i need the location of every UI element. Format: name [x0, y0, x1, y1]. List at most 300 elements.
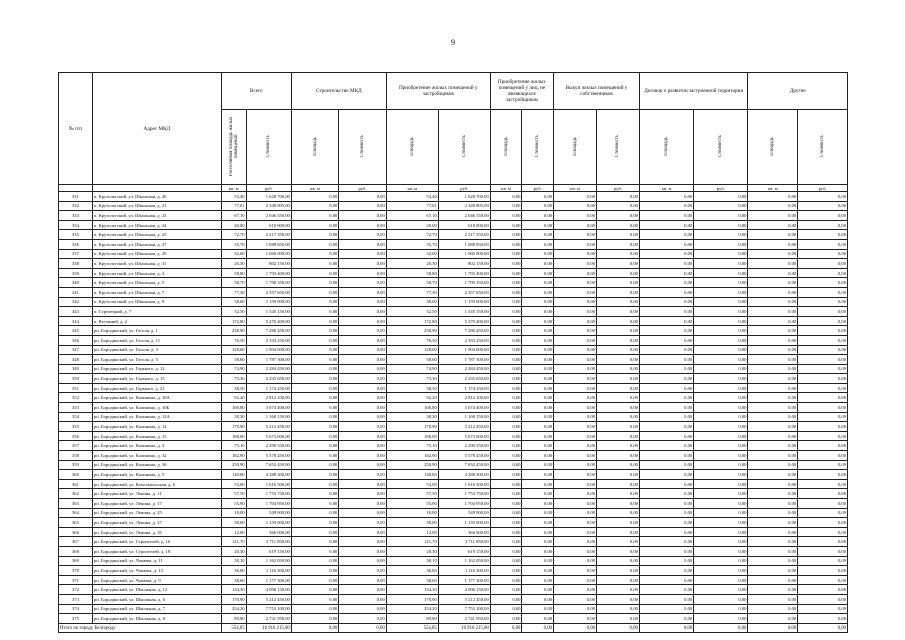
row-development-area: 0,00: [639, 412, 693, 422]
header-group-purchase-developer: Приобретение жилых помещений у застройщиков: [386, 73, 490, 110]
row-address: п. Крутологский, ул. Школьная, д. 4: [92, 268, 221, 278]
row-number: 349: [59, 364, 93, 374]
row-non-developer-area: 0,00: [490, 201, 522, 211]
total-other-cost: 0,00: [798, 623, 848, 633]
row-total-area: 182,90: [221, 451, 246, 461]
row-construction-area: 0,00: [291, 259, 338, 269]
row-construction-cost: 0,00: [339, 537, 386, 547]
table-row: [59, 566, 848, 576]
row-non-developer-area: 0,00: [490, 326, 522, 336]
row-number: 364: [59, 508, 93, 518]
row-address: рп. Бородинский, ул. Калинина, д. 3: [92, 441, 221, 451]
row-total-area: 38,10: [221, 556, 246, 566]
row-address: п. Крутологский, ул. Школьная, д. 21: [92, 201, 221, 211]
row-purchase-area: 38,00: [386, 518, 438, 528]
row-non-developer-area: 0,00: [490, 355, 522, 365]
row-total-area: 75,10: [221, 441, 246, 451]
row-construction-cost: 0,00: [339, 230, 386, 240]
row-non-developer-area: 0,00: [490, 307, 522, 317]
row-buyout-cost: 0,00: [597, 326, 640, 336]
row-other-cost: 0,00: [798, 499, 848, 509]
row-development-area: 0,00: [639, 585, 693, 595]
row-address: рп. Бородинский, ул. Школьная, д. 8: [92, 614, 221, 624]
row-total-area: 38,00: [221, 297, 246, 307]
row-buyout-cost: 0,00: [597, 556, 640, 566]
row-other-area: 0,00: [748, 614, 798, 624]
row-purchase-cost: 2 217 350,00: [438, 230, 490, 240]
row-construction-cost: 0,00: [339, 518, 386, 528]
row-non-developer-area: 0,00: [490, 220, 522, 230]
row-total-cost: 2 290 550,00: [246, 441, 291, 451]
subheader-area-label: Площадь: [664, 136, 670, 156]
row-non-developer-area: 0,00: [490, 297, 522, 307]
row-address: рп. Бородинский, ул. Калинина, д. 5: [92, 470, 221, 480]
row-development-area: 0,00: [639, 383, 693, 393]
row-total-area: 238,90: [221, 326, 246, 336]
row-buyout-area: 0,00: [554, 249, 597, 259]
row-other-area: 0,00: [748, 508, 798, 518]
row-buyout-cost: 0,00: [597, 585, 640, 595]
header-address: Адрес МКД: [92, 73, 221, 185]
row-construction-cost: 0,00: [339, 220, 386, 230]
row-total-cost: 802 150,00: [246, 259, 291, 269]
row-non-developer-area: 0,00: [490, 585, 522, 595]
table-row: [59, 355, 848, 365]
row-purchase-area: 72,70: [386, 230, 438, 240]
row-development-cost: 0,00: [694, 546, 748, 556]
row-number: 342: [59, 297, 93, 307]
row-other-cost: 0,00: [798, 374, 848, 384]
row-other-cost: 0,00: [798, 585, 848, 595]
row-total-cost: 4 096 150,00: [246, 585, 291, 595]
row-construction-cost: 0,00: [339, 614, 386, 624]
subheader-area-label: Площадь: [770, 136, 776, 156]
row-buyout-cost: 0,00: [597, 335, 640, 345]
row-buyout-cost: 0,00: [597, 278, 640, 288]
row-purchase-area: 100,80: [386, 403, 438, 413]
table-row: [59, 383, 848, 393]
row-construction-area: 0,00: [291, 230, 338, 240]
row-number: 335: [59, 230, 93, 240]
row-other-cost: 0,00: [798, 470, 848, 480]
row-development-cost: 0,00: [694, 383, 748, 393]
row-address: рп. Бородинский, ул. Калинина, д. 32: [92, 451, 221, 461]
row-number: 333: [59, 211, 93, 221]
unit-cost: руб.: [246, 185, 291, 192]
row-purchase-cost: 2 348 805,00: [438, 201, 490, 211]
row-other-cost: 0,00: [798, 220, 848, 230]
row-buyout-area: 0,00: [554, 307, 597, 317]
row-construction-cost: 0,00: [339, 383, 386, 393]
row-development-area: 0,00: [639, 614, 693, 624]
row-construction-cost: 0,00: [339, 211, 386, 221]
row-construction-cost: 0,00: [339, 287, 386, 297]
row-development-cost: 0,00: [694, 201, 748, 211]
subheader-cost-label: Стоимость: [266, 134, 272, 158]
row-address: рп. Бородинский, ул. Ленина, д. 27: [92, 518, 221, 528]
row-total-cost: 5 212 450,00: [246, 422, 291, 432]
row-purchase-cost: 1 159 000,00: [438, 518, 490, 528]
row-non-developer-cost: 0,00: [522, 556, 554, 566]
row-non-developer-cost: 0,00: [522, 412, 554, 422]
row-development-area: 0,00: [639, 479, 693, 489]
row-other-area: 0,00: [748, 499, 798, 509]
row-non-developer-cost: 0,00: [522, 220, 554, 230]
row-buyout-area: 0,00: [554, 508, 597, 518]
row-other-area: 0,00: [748, 326, 798, 336]
row-other-area: 0,00: [748, 566, 798, 576]
unit-blank-num: [59, 185, 93, 192]
total-area: 554,85: [221, 623, 246, 633]
row-total-cost: 610 000,00: [246, 220, 291, 230]
row-construction-cost: 0,00: [339, 192, 386, 202]
row-total-cost: 5 212 450,00: [246, 594, 291, 604]
table-row: [59, 364, 848, 374]
row-non-developer-cost: 0,00: [522, 499, 554, 509]
total-cost: 16 916 215,00: [246, 623, 291, 633]
row-development-cost: 0,00: [694, 307, 748, 317]
row-number: 369: [59, 556, 93, 566]
row-other-cost: 0,00: [798, 556, 848, 566]
row-non-developer-cost: 0,00: [522, 192, 554, 202]
row-address: п. Крутологский, ул. Школьная, д. 29: [92, 249, 221, 259]
row-construction-area: 0,00: [291, 546, 338, 556]
row-construction-area: 0,00: [291, 403, 338, 413]
row-total-area: 12,00: [221, 527, 246, 537]
row-non-developer-cost: 0,00: [522, 268, 554, 278]
row-buyout-cost: 0,00: [597, 239, 640, 249]
row-non-developer-cost: 0,00: [522, 307, 554, 317]
row-other-cost: 0,00: [798, 345, 848, 355]
row-construction-cost: 0,00: [339, 249, 386, 259]
row-non-developer-cost: 0,00: [522, 278, 554, 288]
row-development-area: 0,00: [639, 422, 693, 432]
row-construction-cost: 0,00: [339, 594, 386, 604]
row-other-cost: 0,00: [798, 566, 848, 576]
row-total-area: 53,40: [221, 192, 246, 202]
row-development-cost: 0,00: [694, 345, 748, 355]
page-number: 9: [451, 38, 455, 47]
row-development-area: 0,00: [639, 364, 693, 374]
row-purchase-cost: 4 096 150,00: [438, 585, 490, 595]
row-purchase-cost: 366 000,00: [438, 527, 490, 537]
row-construction-cost: 0,00: [339, 374, 386, 384]
row-purchase-area: 134,30: [386, 585, 438, 595]
row-purchase-area: 36,60: [386, 566, 438, 576]
row-purchase-area: 38,30: [386, 412, 438, 422]
row-number: 355: [59, 422, 93, 432]
row-non-developer-area: 0,00: [490, 403, 522, 413]
row-total-area: 57,50: [221, 489, 246, 499]
row-other-cost: 0,00: [798, 546, 848, 556]
row-development-area: 0,00: [639, 451, 693, 461]
row-purchase-cost: 1 174 250,00: [438, 383, 490, 393]
row-total-cost: 2 284 450,00: [246, 364, 291, 374]
row-development-cost: 0,00: [694, 316, 748, 326]
row-total-cost: 1 616 500,00: [246, 479, 291, 489]
row-non-developer-area: 0,00: [490, 422, 522, 432]
row-construction-cost: 0,00: [339, 335, 386, 345]
row-other-cost: 0,00: [798, 431, 848, 441]
row-buyout-cost: 0,00: [597, 192, 640, 202]
row-development-area: 0,00: [639, 441, 693, 451]
row-development-area: 0,00: [639, 268, 693, 278]
row-total-cost: 1 116 300,00: [246, 566, 291, 576]
row-purchase-area: 170,90: [386, 594, 438, 604]
row-other-cost: 0,00: [798, 575, 848, 585]
row-construction-area: 0,00: [291, 556, 338, 566]
row-purchase-cost: 5 673 000,00: [438, 431, 490, 441]
row-address: рп. Бородинский, ул. Школьная, д. 12: [92, 585, 221, 595]
table-row: [59, 508, 848, 518]
row-non-developer-area: 0,00: [490, 287, 522, 297]
row-other-area: 0,00: [748, 489, 798, 499]
row-non-developer-area: 0,00: [490, 192, 522, 202]
row-number: 362: [59, 489, 93, 499]
row-number: 374: [59, 604, 93, 614]
table-row: [59, 220, 848, 230]
row-non-developer-cost: 0,00: [522, 355, 554, 365]
row-development-area: 0,00: [639, 527, 693, 537]
row-purchase-cost: 1 704 950,00: [438, 499, 490, 509]
row-construction-cost: 0,00: [339, 470, 386, 480]
row-purchase-area: 121,70: [386, 537, 438, 547]
row-number: 353: [59, 403, 93, 413]
row-non-developer-area: 0,00: [490, 335, 522, 345]
row-development-area: 0,00: [639, 355, 693, 365]
row-other-area: 0,00: [748, 575, 798, 585]
row-buyout-cost: 0,00: [597, 297, 640, 307]
row-development-area: 0,00: [639, 307, 693, 317]
table-row: [59, 393, 848, 403]
row-buyout-area: 0,00: [554, 230, 597, 240]
row-total-cost: 4 288 300,00: [246, 470, 291, 480]
row-other-area: 0,00: [748, 527, 798, 537]
total-purchase-cost: 16 916 215,00: [438, 623, 490, 633]
row-development-cost: 0,00: [694, 575, 748, 585]
row-other-area: 0,00: [748, 268, 798, 278]
row-purchase-cost: 7 652 450,00: [438, 460, 490, 470]
row-buyout-cost: 0,00: [597, 451, 640, 461]
row-purchase-area: 67,10: [386, 211, 438, 221]
subheader-cost-label: Стоимость: [615, 134, 621, 158]
row-buyout-cost: 0,00: [597, 364, 640, 374]
row-development-area: 0,00: [639, 499, 693, 509]
row-total-cost: 2 741 950,00: [246, 614, 291, 624]
row-construction-area: 0,00: [291, 249, 338, 259]
row-development-area: 0,00: [639, 201, 693, 211]
subheader-area-label: Площадь: [312, 136, 318, 156]
row-other-cost: 0,00: [798, 201, 848, 211]
row-number: 360: [59, 470, 93, 480]
row-number: 347: [59, 345, 93, 355]
row-purchase-area: 250,90: [386, 460, 438, 470]
row-total-area: 170,90: [221, 594, 246, 604]
table-row: [59, 431, 848, 441]
row-non-developer-area: 0,00: [490, 374, 522, 384]
row-purchase-area: 92,20: [386, 393, 438, 403]
row-other-area: 0,00: [748, 230, 798, 240]
row-construction-area: 0,00: [291, 335, 338, 345]
row-development-area: 0,00: [639, 287, 693, 297]
row-buyout-area: 0,00: [554, 326, 597, 336]
row-other-area: 0,00: [748, 383, 798, 393]
row-construction-area: 0,00: [291, 451, 338, 461]
row-non-developer-area: 0,00: [490, 499, 522, 509]
row-buyout-cost: 0,00: [597, 546, 640, 556]
row-number: 332: [59, 201, 93, 211]
unit-area: кв. м: [639, 185, 693, 192]
subheader-area-3: [490, 110, 522, 185]
row-construction-cost: 0,00: [339, 345, 386, 355]
row-buyout-cost: 0,00: [597, 383, 640, 393]
table-row: [59, 537, 848, 547]
row-total-cost: 1 790 350,00: [246, 278, 291, 288]
row-development-area: 0,00: [639, 230, 693, 240]
row-non-developer-area: 0,00: [490, 614, 522, 624]
row-other-cost: 0,00: [798, 508, 848, 518]
unit-area: кв. м: [554, 185, 597, 192]
row-number: 344: [59, 316, 93, 326]
row-address: п. Стрелецкий, д. 7: [92, 307, 221, 317]
row-other-cost: 0,00: [798, 335, 848, 345]
row-buyout-cost: 0,00: [597, 374, 640, 384]
row-total-cost: 2 357 650,00: [246, 287, 291, 297]
subheader-cost-label: Стоимость: [360, 134, 366, 158]
row-other-area: 0,00: [748, 201, 798, 211]
row-non-developer-cost: 0,00: [522, 393, 554, 403]
row-non-developer-area: 0,00: [490, 268, 522, 278]
subheader-area-label: Расселяемая площадь жилых помещений: [228, 116, 239, 176]
total-buyout-area: 0,00: [554, 623, 597, 633]
row-total-area: 89,80: [221, 614, 246, 624]
row-buyout-cost: 0,00: [597, 316, 640, 326]
row-total-cost: 1 088 850,00: [246, 239, 291, 249]
row-buyout-cost: 0,00: [597, 499, 640, 509]
row-buyout-area: 0,00: [554, 383, 597, 393]
unit-cost: руб.: [438, 185, 490, 192]
unit-cost: руб.: [798, 185, 848, 192]
table-row: [59, 374, 848, 384]
row-number: 372: [59, 585, 93, 595]
row-total-area: 121,70: [221, 537, 246, 547]
row-development-cost: 0,00: [694, 268, 748, 278]
row-construction-area: 0,00: [291, 355, 338, 365]
row-buyout-cost: 0,00: [597, 230, 640, 240]
row-non-developer-cost: 0,00: [522, 230, 554, 240]
table-header: [59, 73, 848, 192]
row-total-area: 67,10: [221, 211, 246, 221]
row-purchase-area: 57,50: [386, 489, 438, 499]
units-row: [59, 185, 848, 192]
row-construction-cost: 0,00: [339, 268, 386, 278]
row-number: 367: [59, 537, 93, 547]
row-buyout-area: 0,00: [554, 355, 597, 365]
row-construction-cost: 0,00: [339, 355, 386, 365]
row-number: 358: [59, 451, 93, 461]
row-total-area: 77,01: [221, 201, 246, 211]
row-non-developer-cost: 0,00: [522, 211, 554, 221]
row-number: 357: [59, 441, 93, 451]
table-row: [59, 585, 848, 595]
subheader-cost-label: Стоимость: [461, 134, 467, 158]
row-other-cost: 0,00: [798, 268, 848, 278]
row-non-developer-area: 0,00: [490, 383, 522, 393]
row-purchase-area: 238,90: [386, 326, 438, 336]
row-purchase-area: 182,90: [386, 451, 438, 461]
row-development-cost: 0,00: [694, 403, 748, 413]
row-buyout-area: 0,00: [554, 604, 597, 614]
row-other-cost: 0,00: [798, 249, 848, 259]
row-development-area: 0,00: [639, 460, 693, 470]
table-row: [59, 335, 848, 345]
row-development-area: 0,00: [639, 239, 693, 249]
row-address: п. Крутологский, ул. Школьная, д. 25: [92, 230, 221, 240]
row-development-cost: 0,00: [694, 470, 748, 480]
row-buyout-cost: 0,00: [597, 393, 640, 403]
table-row: [59, 575, 848, 585]
row-total-area: 20,30: [221, 546, 246, 556]
row-development-area: 0,00: [639, 297, 693, 307]
row-other-area: 0,00: [748, 355, 798, 365]
row-address: рп. Бородинский, ул. Горького, д. 12: [92, 364, 221, 374]
table-row: [59, 278, 848, 288]
row-development-cost: 0,00: [694, 422, 748, 432]
row-purchase-area: 58,70: [386, 278, 438, 288]
subheader-cost-label: Стоимость: [820, 134, 826, 158]
row-construction-area: 0,00: [291, 268, 338, 278]
subheader-cost-label: Стоимость: [535, 134, 541, 158]
row-buyout-cost: 0,00: [597, 307, 640, 317]
row-buyout-area: 0,00: [554, 441, 597, 451]
row-buyout-area: 0,00: [554, 211, 597, 221]
row-buyout-area: 0,00: [554, 556, 597, 566]
row-address: п. Крутологский, ул. Школьная, д. 26: [92, 192, 221, 202]
row-purchase-cost: 7 753 100,00: [438, 604, 490, 614]
row-construction-area: 0,00: [291, 220, 338, 230]
row-other-area: 0,00: [748, 259, 798, 269]
row-construction-cost: 0,00: [339, 479, 386, 489]
row-number: 346: [59, 335, 93, 345]
row-address: п. Весенний, д. 2: [92, 316, 221, 326]
unit-cost: руб.: [339, 185, 386, 192]
row-address: п. Крутологский, ул. Школьная, д. 27: [92, 239, 221, 249]
row-purchase-area: 75,10: [386, 441, 438, 451]
row-purchase-area: 20,00: [386, 220, 438, 230]
row-total-area: 55,90: [221, 499, 246, 509]
row-total-area: 100,80: [221, 403, 246, 413]
row-construction-cost: 0,00: [339, 393, 386, 403]
row-other-area: 0,00: [748, 479, 798, 489]
row-buyout-cost: 0,00: [597, 614, 640, 624]
row-address: п. Крутологский, ул. Школьная, д. 9: [92, 297, 221, 307]
row-other-area: 0,00: [748, 297, 798, 307]
row-non-developer-area: 0,00: [490, 431, 522, 441]
row-address: рп. Бородинский, ул. Гоголя, д. 11: [92, 335, 221, 345]
unit-cost: руб.: [597, 185, 640, 192]
row-other-area: 0,00: [748, 412, 798, 422]
table-row: [59, 239, 848, 249]
row-buyout-cost: 0,00: [597, 460, 640, 470]
row-purchase-cost: 619 150,00: [438, 546, 490, 556]
row-construction-area: 0,00: [291, 566, 338, 576]
row-address: рп. Бородинский, ул. Школьная, д. 7: [92, 604, 221, 614]
row-non-developer-area: 0,00: [490, 470, 522, 480]
row-total-cost: 1 177 300,00: [246, 575, 291, 585]
row-non-developer-area: 0,00: [490, 604, 522, 614]
row-construction-area: 0,00: [291, 307, 338, 317]
row-non-developer-cost: 0,00: [522, 345, 554, 355]
